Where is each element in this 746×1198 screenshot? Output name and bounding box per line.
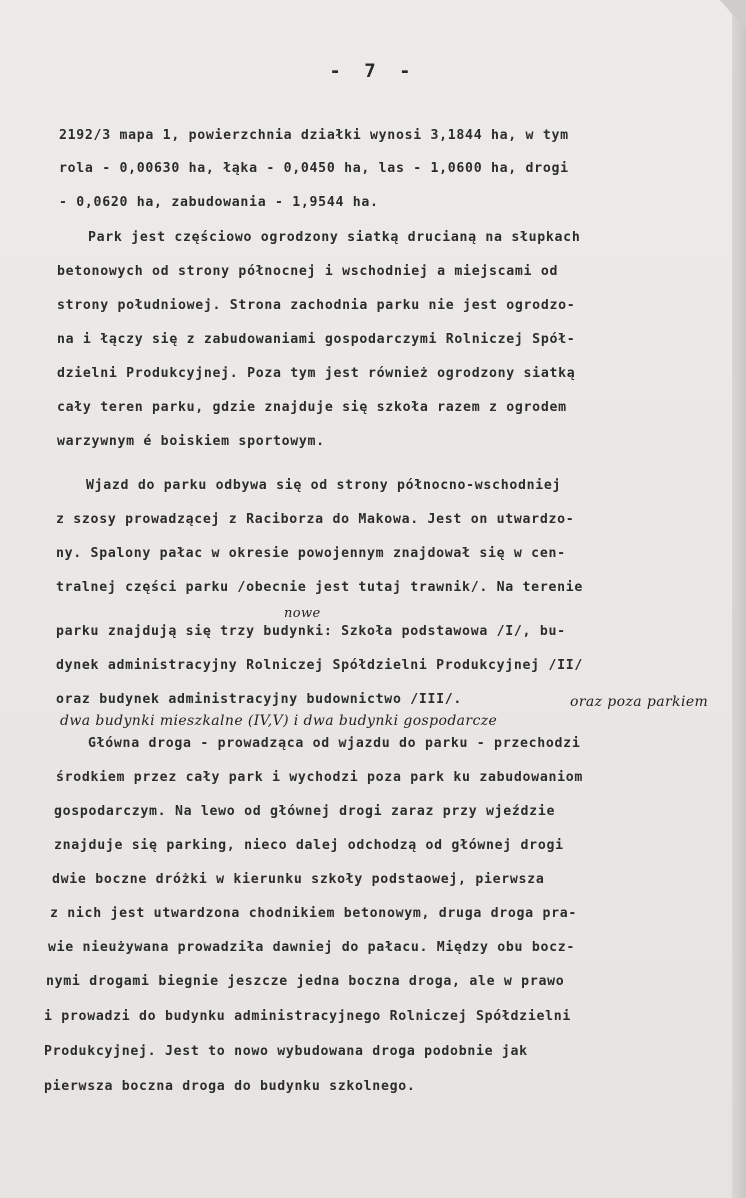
text-line: rola - 0,00630 ha, łąka - 0,0450 ha, las - 1,0600 ha, drogi — [59, 161, 569, 176]
page-number: - 7 - — [329, 60, 417, 82]
text-line: - 0,0620 ha, zabudowania - 1,9544 ha. — [59, 195, 379, 210]
handwritten-insert-nowe: nowe — [284, 606, 321, 621]
text-line: z nich jest utwardzona chodnikiem betonowym, druga droga pra- — [50, 906, 578, 921]
text-line: strony południowej. Strona zachodnia parku nie jest ogrodzo- — [57, 298, 576, 313]
text-line: wie nieużywana prowadziła dawniej do pałacu. Między obu bocz- — [48, 940, 576, 955]
text-line: Produkcyjnej. Jest to nowo wybudowana droga podobnie jak — [44, 1044, 528, 1059]
text-line: oraz budynek administracyjny budownictwo /III/. — [56, 692, 463, 707]
text-line: ny. Spalony pałac w okresie powojennym znajdował się w cen- — [56, 546, 566, 561]
text-line: dzielni Produkcyjnej. Poza tym jest również ogrodzony siatką — [57, 366, 576, 381]
text-line: nymi drogami biegnie jeszcze jedna boczna droga, ale w prawo — [46, 974, 565, 989]
handwritten-insert-oraz: oraz poza parkiem — [570, 694, 709, 710]
text-line: betonowych od strony północnej i wschodniej a miejscami od — [57, 264, 559, 279]
text-line: cały teren parku, gdzie znajduje się szkoła razem z ogrodem — [57, 400, 567, 415]
text-line: dynek administracyjny Rolniczej Spółdzielni Produkcyjnej /II/ — [56, 658, 584, 673]
text-line: na i łączy się z zabudowaniami gospodarczymi Rolniczej Spół- — [57, 332, 576, 347]
text-line: z szosy prowadzącej z Raciborza do Makowa. Jest on utwardzo- — [56, 512, 575, 527]
text-line: dwie boczne dróżki w kierunku szkoły podstaowej, pierwsza — [52, 872, 545, 887]
text-line: pierwsza boczna droga do budynku szkolnego. — [44, 1079, 416, 1094]
text-line: Wjazd do parku odbywa się od strony północno-wschodniej — [86, 478, 562, 493]
text-line: gospodarczym. Na lewo od głównej drogi zaraz przy wjeździe — [54, 804, 556, 819]
text-line: warzywnym é boiskiem sportowym. — [57, 434, 325, 449]
page-edge-shadow — [732, 0, 746, 1198]
text-line: parku znajdują się trzy budynki: Szkoła podstawowa /I/, bu- — [56, 624, 566, 639]
text-line: znajduje się parking, nieco dalej odchodzą od głównej drogi — [54, 838, 564, 853]
text-line: Główna droga - prowadząca od wjazdu do parku - przechodzi — [88, 736, 581, 751]
text-line: tralnej części parku /obecnie jest tutaj trawnik/. Na terenie — [56, 580, 584, 595]
handwritten-insert-dwa-budynki: dwa budynki mieszkalne (IV,V) i dwa budynki gospodarcze — [60, 713, 498, 729]
text-line: Park jest częściowo ogrodzony siatką drucianą na słupkach — [88, 230, 581, 245]
text-line: 2192/3 mapa 1, powierzchnia działki wynosi 3,1844 ha, w tym — [59, 128, 569, 143]
text-line: środkiem przez cały park i wychodzi poza park ku zabudowaniom — [56, 770, 584, 785]
text-line: i prowadzi do budynku administracyjnego Rolniczej Spółdzielni — [44, 1009, 572, 1024]
